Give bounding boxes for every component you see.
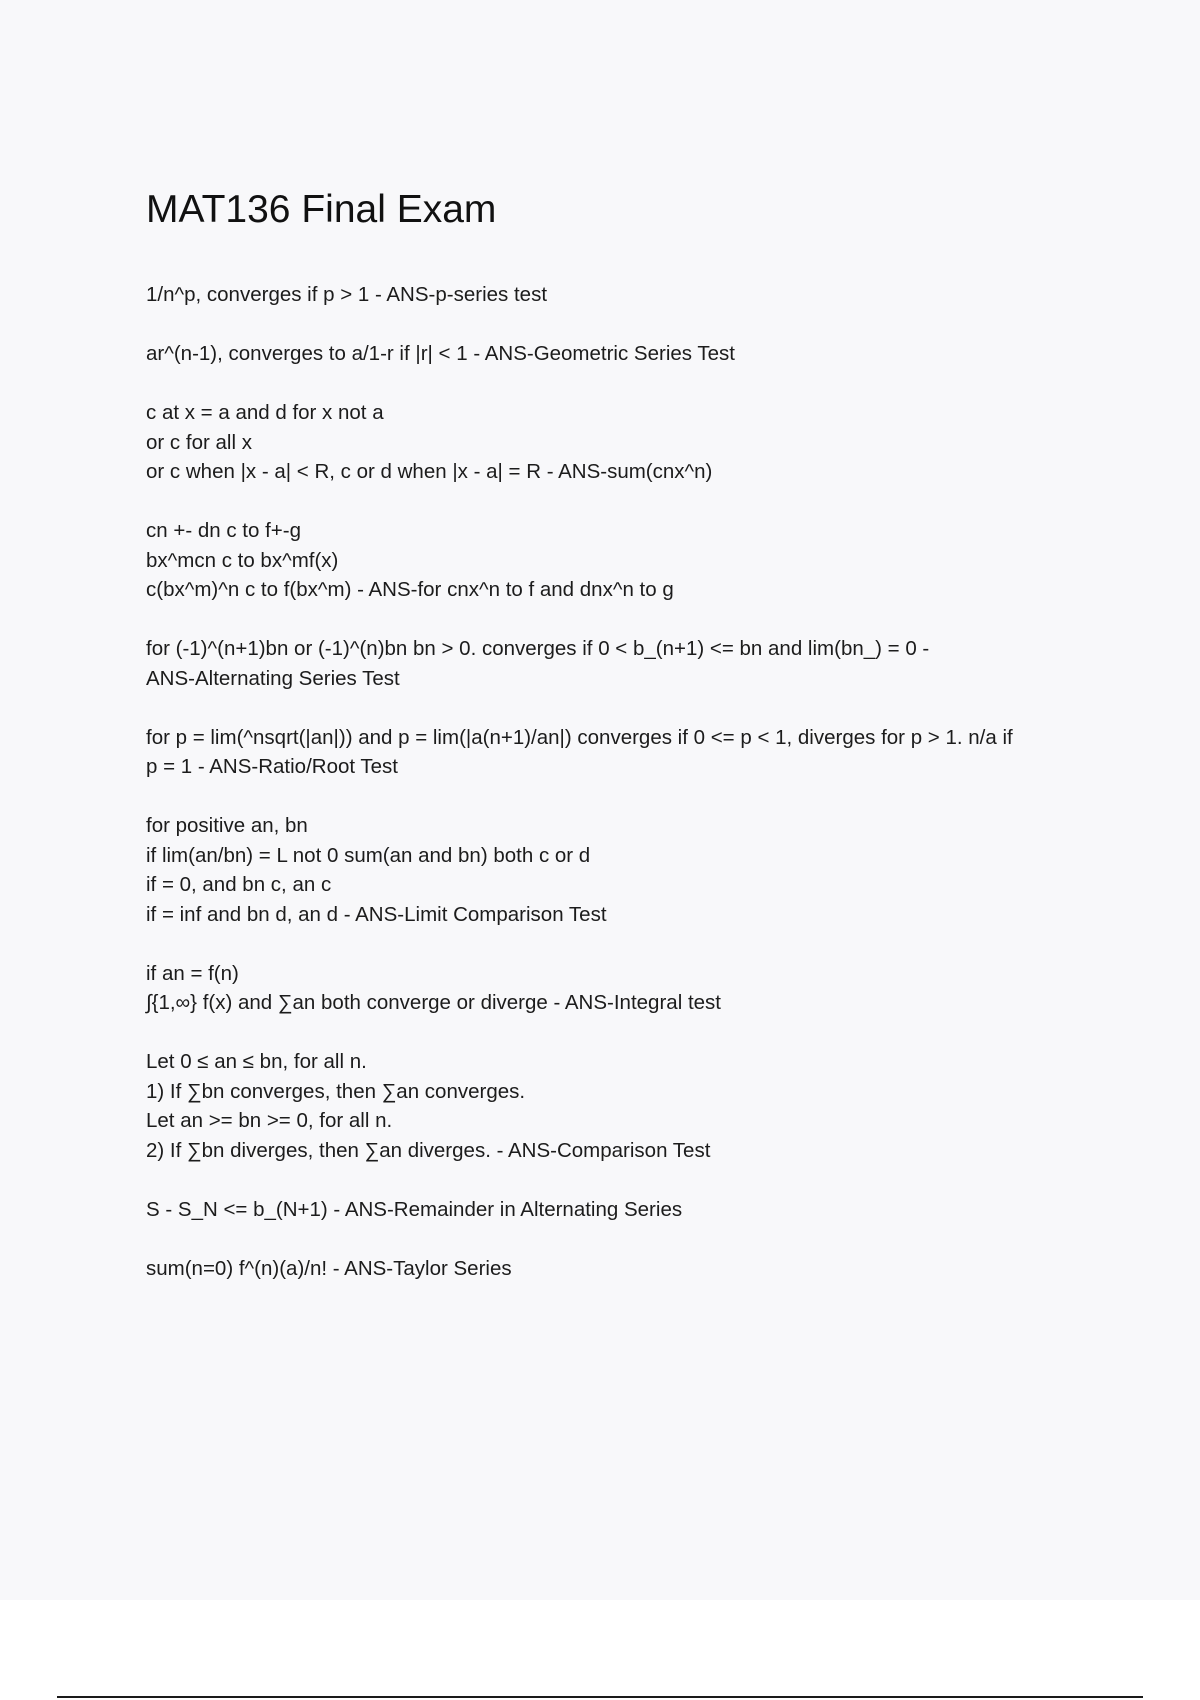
- entry-line: ∫{1,∞} f(x) and ∑an both converge or diverge - ANS-Integral test: [146, 991, 721, 1014]
- flashcard-entry: [146, 516, 1096, 605]
- flashcard-entry: [146, 1047, 1096, 1165]
- entry-line: p = 1 - ANS-Ratio/Root Test: [146, 755, 399, 778]
- entry-line: if lim(an/bn) = L not 0 sum(an and bn) both c or d: [146, 843, 591, 867]
- entry-line: for p = lim(^nsqrt(|an|)) and p = lim(|a(n+1)/an|) converges if 0 <= p < 1, diverges for p > 1. n/a if: [146, 725, 1013, 749]
- entry-line: c(bx^m)^n c to f(bx^m) - ANS-for cnx^n to f and dnx^n to g: [146, 578, 674, 601]
- flashcard-entry: [146, 723, 1096, 782]
- entry-line: or c when |x - a| < R, c or d when |x - a| = R - ANS-sum(cnx^n): [146, 460, 713, 483]
- flashcard-entry: [146, 634, 1096, 693]
- flashcard-entry: [146, 1195, 1096, 1225]
- entry-line: sum(n=0) f^(n)(a)/n! - ANS-Taylor Series: [146, 1256, 512, 1280]
- document-title: MAT136 Final Exam: [146, 188, 497, 231]
- entry-line: bx^mcn c to bx^mf(x): [146, 548, 339, 572]
- entry-line: for positive an, bn: [146, 814, 308, 837]
- flashcard-entry: [146, 959, 1096, 1018]
- entry-line: if an = f(n): [146, 961, 239, 985]
- flashcard-entry: [146, 811, 1096, 929]
- entry-line: for (-1)^(n+1)bn or (-1)^(n)bn bn > 0. converges if 0 < b_(n+1) <= bn and lim(bn_) = 0 -: [146, 637, 930, 660]
- entry-line: cn +- dn c to f+-g: [146, 519, 301, 542]
- entry-line: 1/n^p, converges if p > 1 - ANS-p-series test: [146, 283, 548, 306]
- flashcard-entry: [146, 1254, 1096, 1284]
- entry-line: 2) If ∑bn diverges, then ∑an diverges. - ANS-Comparison Test: [146, 1138, 711, 1162]
- entry-line: or c for all x: [146, 430, 252, 454]
- flashcard-entry: [146, 398, 1096, 487]
- entry-line: Let an >= bn >= 0, for all n.: [146, 1109, 393, 1132]
- flashcard-entry: [146, 280, 1096, 310]
- entry-line: ar^(n-1), converges to a/1-r if |r| < 1 - ANS-Geometric Series Test: [146, 342, 735, 365]
- footer-divider: [57, 1696, 1143, 1698]
- entry-line: if = inf and bn d, an d - ANS-Limit Comparison Test: [146, 902, 607, 926]
- flashcard-list: [146, 280, 1096, 1313]
- entry-line: Let 0 ≤ an ≤ bn, for all n.: [146, 1050, 367, 1073]
- entry-line: 1) If ∑bn converges, then ∑an converges.: [146, 1079, 526, 1103]
- entry-line: if = 0, and bn c, an c: [146, 873, 332, 896]
- entry-line: c at x = a and d for x not a: [146, 401, 384, 424]
- entry-line: ANS-Alternating Series Test: [146, 666, 400, 690]
- flashcard-entry: [146, 339, 1096, 369]
- entry-line: S - S_N <= b_(N+1) - ANS-Remainder in Alternating Series: [146, 1197, 683, 1221]
